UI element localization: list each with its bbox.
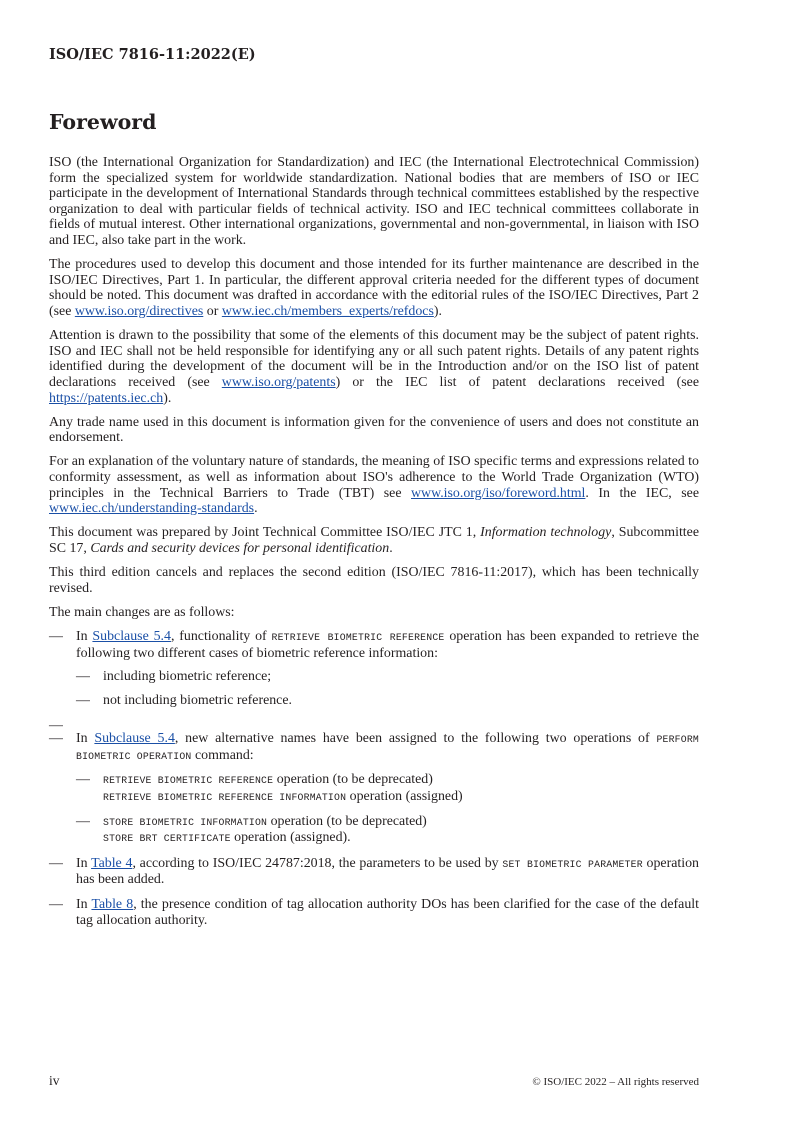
changes-list (49, 629, 699, 928)
paragraph: This document was prepared by Joint Technical Committee ISO/IEC JTC 1, Information technology, Subcommittee SC 17, Cards and security devices for personal identification. (49, 525, 699, 557)
sub-list (76, 772, 699, 846)
list-item: — In Subclause 5.4, functionality of RETRIEVE BIOMETRIC REFERENCE operation has been expanded to retrieve the following two different cases of biometric reference information: — including biometric reference; — not including biometric reference. (49, 629, 699, 708)
paragraph: This third edition cancels and replaces the second edition (ISO/IEC 7816-11:2017), which has been technically revised. (49, 565, 699, 596)
iso-patents-link[interactable]: www.iso.org/patents (221, 374, 336, 390)
page-footer (49, 1073, 699, 1089)
list-item: — In Table 8, the presence condition of tag allocation authority DOs has been clarified for the case of the default tag allocation authority. (49, 897, 699, 928)
body-text (49, 155, 699, 937)
sub-list (76, 669, 699, 708)
paragraph: Attention is drawn to the possibility that some of the elements of this document may be the subject of patent rights. ISO and IEC shall not be held responsible for identifying any or all such patent rights. Details of any patent rights identified during the development of the document will be in the Introduction and/or on the ISO list of patent declarations received (see www.iso.org/patents) or the IEC list of patent declarations received (see https://patents.iec.ch). (49, 328, 699, 406)
list-item: — including biometric reference; (76, 669, 699, 685)
page-number: iv (49, 1073, 60, 1088)
list-item: — not including biometric reference. (76, 693, 699, 709)
document-id: ISO/IEC 7816-11:2022(E) (49, 46, 256, 63)
list-item: — STORE BIOMETRIC INFORMATION operation (to be deprecated) STORE BRT CERTIFICATE operation (assigned). (76, 814, 699, 847)
paragraph: Any trade name used in this document is information given for the convenience of users and does not constitute an endorsement. (49, 414, 699, 446)
paragraph: The procedures used to develop this document and those intended for its further maintenance are described in the ISO/IEC Directives, Part 1. In particular, the different approval criteria needed for the different types of document should be noted. This document was drafted in accordance with the editorial rules of the ISO/IEC Directives, Part 2 (see www.iso.org/directives or www.iec.ch/members_experts/refdocs). (49, 257, 699, 319)
list-item: — RETRIEVE BIOMETRIC REFERENCE operation (to be deprecated) RETRIEVE BIOMETRIC REFERENCE INFORMATION operation (assigned) (76, 772, 699, 805)
paragraph: ISO (the International Organization for Standardization) and IEC (the International Electrotechnical Commission) form the specialized system for worldwide standardization. National bodies that are members of ISO or IEC participate in the development of International Standards through technical committees established by the respective organization to deal with particular fields of technical activity. ISO and IEC technical committees collaborate in fields of mutual interest. Other international organizations, governmental and non-governmental, in liaison with ISO and IEC, also take part in the work. (49, 155, 699, 248)
refdocs-link[interactable]: www.iec.ch/members_experts/refdocs (221, 303, 434, 319)
subclause-5-4-link[interactable]: Subclause 5.4 (94, 731, 175, 747)
table-8-link[interactable]: Table 8 (91, 896, 134, 912)
directives-link[interactable]: www.iso.org/directives (74, 303, 204, 319)
iec-understanding-link[interactable]: www.iec.ch/understanding-standards (49, 501, 255, 517)
page-title: Foreword (49, 110, 157, 134)
paragraph: The main changes are as follows: (49, 605, 235, 620)
list-item: — In Table 4, according to ISO/IEC 24787:2018, the parameters to be used by SET BIOMETRIC PARAMETER operation has been added. (49, 856, 699, 888)
spacer (49, 718, 699, 723)
list-item: — In Subclause 5.4, new alternative names have been assigned to the following two operations of PERFORM BIOMETRIC OPERATION command: — RETRIEVE BIOMETRIC REFERENCE operation (to be deprecated) RETRIEVE BIOMETRIC REFERENCE INFORMATION operation (assigned) — STORE BIOMETRIC INFORMATION operation (to be deprecated) STORE BRT CERTIFICATE operation (assigned). (49, 731, 699, 847)
iso-foreword-link[interactable]: www.iso.org/iso/foreword.html (411, 485, 586, 501)
paragraph: For an explanation of the voluntary nature of standards, the meaning of ISO specific terms and expressions related to conformity assessment, as well as information about ISO's adherence to the World Trade Organization (WTO) principles in the Technical Barriers to Trade (TBT) see www.iso.org/iso/foreword.html. In the IEC, see www.iec.ch/understanding-standards. (49, 454, 700, 517)
table-4-link[interactable]: Table 4 (91, 855, 133, 871)
iec-patents-link[interactable]: https://patents.iec.ch (49, 390, 164, 406)
subclause-5-4-link[interactable]: Subclause 5.4 (92, 629, 171, 645)
copyright-notice: © ISO/IEC 2022 – All rights reserved (532, 1076, 699, 1088)
